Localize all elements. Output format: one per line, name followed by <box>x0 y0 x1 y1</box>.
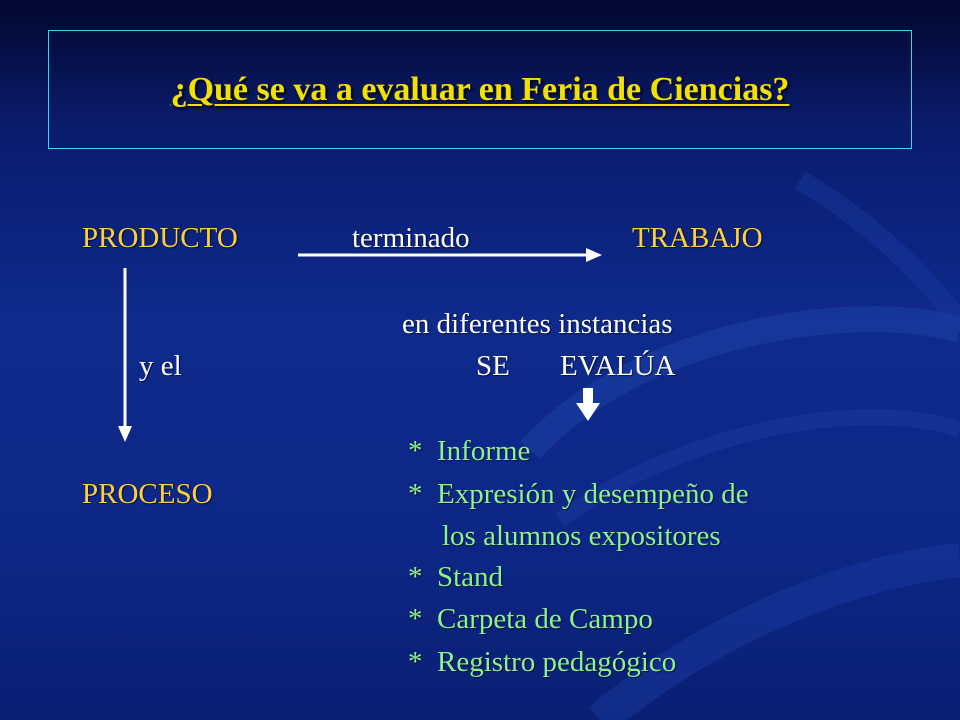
slide-title: ¿Qué se va a evaluar en Feria de Ciencias? <box>170 70 790 108</box>
list-item: * Expresión y desempeño de <box>408 478 749 510</box>
list-item: los alumnos expositores <box>442 520 721 552</box>
list-item: * Carpeta de Campo <box>408 603 653 635</box>
trabajo-label: TRABAJO <box>632 222 763 254</box>
evalua-label: EVALÚA <box>560 350 676 382</box>
list-item: * Informe <box>408 435 531 467</box>
producto-label: PRODUCTO <box>82 222 238 254</box>
right-arrow-icon <box>298 246 604 264</box>
list-item: * Stand <box>408 561 504 593</box>
proceso-label: PROCESO <box>82 478 213 510</box>
se-label: SE <box>476 350 510 382</box>
y-el-label: y el <box>139 350 182 382</box>
title-box <box>48 30 912 149</box>
down-arrow-icon <box>116 268 134 444</box>
list-item: * Registro pedagógico <box>408 646 677 678</box>
instancias-label: en diferentes instancias <box>402 308 673 340</box>
evaluation-arrow-icon <box>576 388 600 422</box>
terminado-label: terminado <box>352 222 470 254</box>
